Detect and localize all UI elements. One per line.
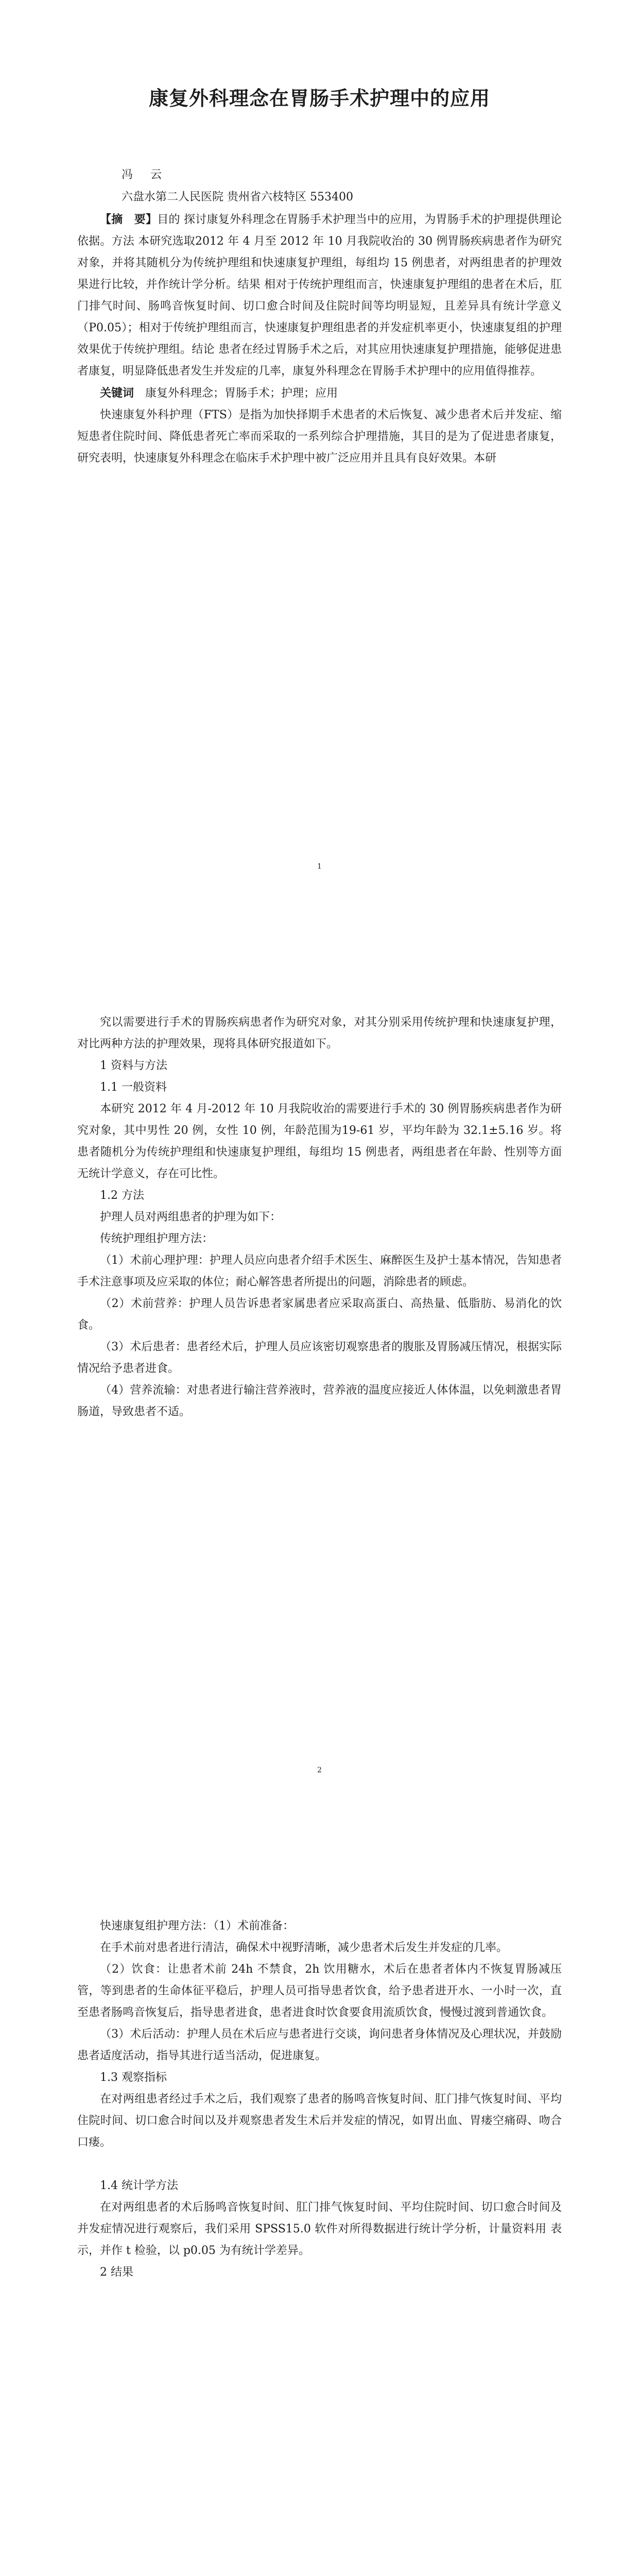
fast-step-3: （3）术后活动：护理人员在术后应与患者进行交谈，询问患者身体情况及心理状况，并鼓励患者适度活动，指导其进行适当活动，促进康复。 bbox=[77, 2028, 562, 2062]
page-2 bbox=[0, 904, 639, 1807]
page-1 bbox=[0, 0, 639, 904]
fast-step-1: 在手术前对患者进行清洁，确保术中视野清晰，减少患者术后发生并发症的几率。 bbox=[100, 1941, 508, 1954]
page-3 bbox=[0, 1807, 639, 2576]
traditional-step-4: （4）营养流输：对患者进行输注营养液时，营养液的温度应接近人体体温，以免刺激患者胃肠道，导致患者不适。 bbox=[77, 1384, 562, 1418]
fast-step-2: （2）饮食：让患者术前 24h 不禁食，2h 饮用糖水，术后在患者者体内不恢复胃肠减压管，等到患者的生命体征平稳后，护理人员可指导患者饮食，给予患者进开水、一小时一次，直至患者肠鸣音恢复后，指导患者进食，患者进食时饮食要食用流质饮食，慢慢过渡到普通饮食。 bbox=[77, 1963, 562, 2019]
traditional-step-3: （3）术后患者：患者经术后，护理人员应该密切观察患者的腹胀及胃肠减压情况，根据实际情况给予患者进食。 bbox=[77, 1341, 562, 1375]
traditional-method-label: 传统护理组护理方法： bbox=[100, 1232, 214, 1245]
page-3-content bbox=[77, 1916, 562, 2283]
keywords-text: 康复外科理念；胃肠手术；护理；应用 bbox=[145, 387, 338, 400]
abstract-label: 【摘 要】 bbox=[100, 213, 158, 226]
subsection-heading-1-1: 1.1 一般资料 bbox=[100, 1081, 167, 1094]
intro-paragraph-2: 究以需要进行手术的胃肠疾病患者作为研究对象，对其分别采用传统护理和快速康复护理，对比两种方法的护理效果，现将具体研究报道如下。 bbox=[77, 1016, 562, 1050]
fast-method-label: 快速康复组护理方法：（1）术前准备： bbox=[100, 1920, 294, 1933]
abstract-section bbox=[77, 209, 562, 469]
traditional-step-1: （1）术前心理护理：护理人员应向患者介绍手术医生、麻醉医生及护士基本情况，告知患者手术注意事项及应采取的体位；耐心解答患者所提出的问题，消除患者的顾虑。 bbox=[77, 1254, 562, 1289]
general-info-paragraph: 本研究 2012 年 4 月-2012 年 10 月我院收治的需要进行手术的 30 例胃肠疾病患者作为研究对象，其中男性 20 例，女性 10 例，年龄范围为19-61 岁，平均年龄为 32.1±5.16 岁。将患者随机分为传统护理组和快速康复护理组，每组均 15 例患者，两组患者在年龄、性别等方面无统计学意义，存在可比性。 bbox=[77, 1103, 562, 1180]
statistics-paragraph: 在对两组患者的术后肠鸣音恢复时间、肛门排气恢复时间、平均住院时间、切口愈合时间及并发症情况进行观察后，我们采用 SPSS15.0 软件对所得数据进行统计学分析，计量资料用 表示，并作 t 检验，以 p0.05 为有统计学差异。 bbox=[77, 2201, 562, 2257]
page-2-content bbox=[77, 1012, 562, 1423]
traditional-step-2: （2）术前营养：护理人员告诉患者家属患者应采取高蛋白、高热量、低脂肪、易消化的饮食。 bbox=[77, 1297, 562, 1332]
subsection-heading-1-2: 1.2 方法 bbox=[100, 1189, 144, 1202]
keywords-line bbox=[77, 382, 562, 404]
intro-paragraph-1: 快速康复外科护理（FTS）是指为加快择期手术患者的术后恢复、减少患者术后并发症、缩短患者住院时间、降低患者死亡率而采取的一系列综合护理措施，其目的是为了促进患者康复，研究表明，快速康复外科理念在临床手术护理中被广泛应用并且具有良好效果。本研 bbox=[77, 409, 562, 465]
section-heading-2: 2 结果 bbox=[100, 2266, 133, 2279]
article-title: 康复外科理念在胃肠手术护理中的应用 bbox=[148, 87, 490, 110]
subsection-heading-1-3: 1.3 观察指标 bbox=[100, 2071, 167, 2084]
observation-paragraph: 在对两组患者经过手术之后，我们观察了患者的肠鸣音恢复时间、肛门排气恢复时间、平均住院时间、切口愈合时间以及并观察患者发生术后并发症的情况，如胃出血、胃瘘空痛碍、吻合口瘘。 bbox=[77, 2093, 562, 2149]
page-number-1: 1 bbox=[317, 862, 322, 871]
section-heading-1: 1 资料与方法 bbox=[100, 1059, 167, 1072]
author-affiliation: 六盘水第二人民医院 贵州省六枝特区 553400 bbox=[122, 191, 353, 204]
subsection-heading-1-4: 1.4 统计学方法 bbox=[100, 2179, 178, 2192]
author-name: 冯 云 bbox=[122, 168, 165, 181]
abstract-paragraph bbox=[77, 209, 562, 382]
method-intro: 护理人员对两组患者的护理为如下： bbox=[100, 1211, 282, 1224]
keywords-label: 关键词 bbox=[100, 386, 134, 400]
page-number-2: 2 bbox=[317, 1766, 322, 1774]
abstract-text: 目的 探讨康复外科理念在胃肠手术护理当中的应用，为胃肠手术的护理提供理论依据。方法 本研究选取2012 年 4 月至 2012 年 10 月我院收治的 30 例胃肠疾病患者作为研究对象，并将其随机分为传统护理组和快速康复护理组，每组均 15 例患者，对两组患者的护理效果进行比较，并作统计学分析。结果 相对于传统护理组而言，快速康复护理组的患者在术后，肛门排气时间、肠鸣音恢复时间、切口愈合时间及住院时间等均明显短，且差异具有统计学意义（P0.05）；相对于传统护理组而言，快速康复护理组患者的并发症机率更小，快速康复组的护理效果优于传统护理组。结论 患者在经过胃肠手术之后，对其应用快速康复护理措施，能够促进患者康复，明显降低患者发生并发症的几率，康复外科理念在胃肠手术护理中的应用值得推荐。 bbox=[77, 213, 562, 378]
